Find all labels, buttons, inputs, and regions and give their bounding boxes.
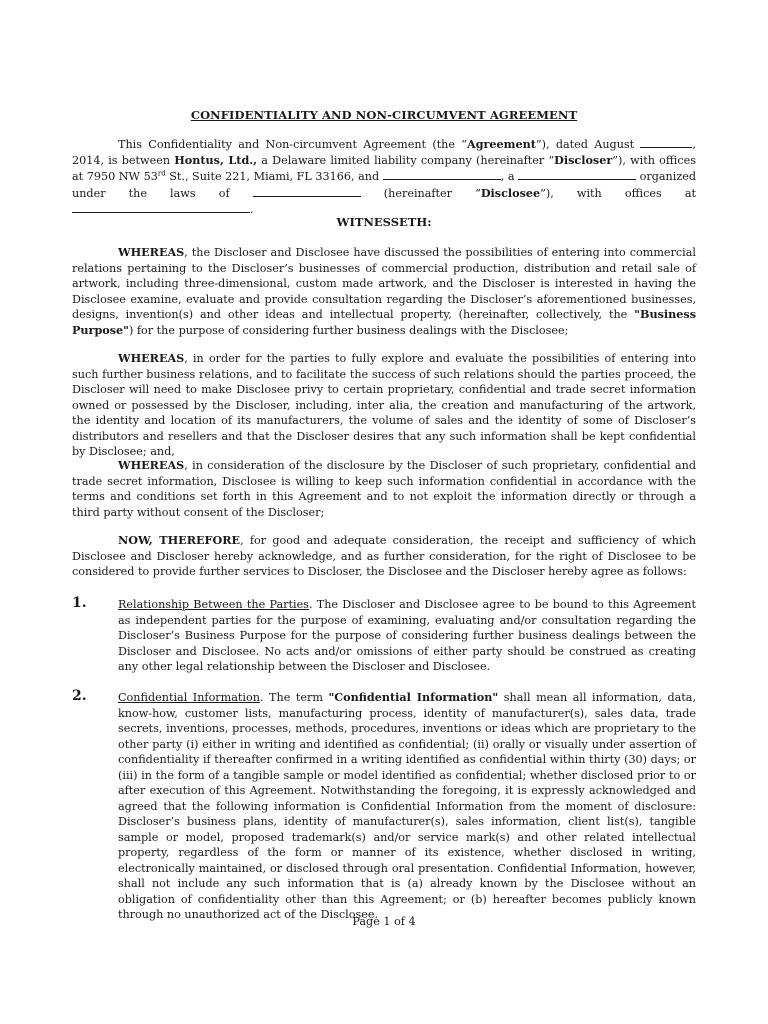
whereas-paragraph-1 (72, 245, 696, 338)
party-name-blank (383, 168, 501, 180)
intro-text: ”), with offices at (540, 186, 697, 200)
now-therefore-text: , for good and adequate consideration, the receipt and sufficiency of which Disclosee and Discloser hereby acknowledge, and as further consideration, for the right of Disclosee to be considered to provide further services to Discloser, the Disclosee and the Discloser hereby agree as follows: (72, 534, 696, 578)
whereas-text: ) for the purpose of considering further business dealings with the Disclosee; (128, 323, 569, 337)
whereas-text: , in order for the parties to fully explore and evaluate the possibilities of entering into such further business relations, and to facilitate the success of such relations should the parties proceed, the Discloser will need to make Disclosee privy to certain proprietary, confidential and trade secret information owned or possessed by the Discloser, including, inter alia, the creation and manufacturing of the artwork, the identity and location of its manufacturers, the volume of sales and the identity of some of Discloser’s distributors and resellers and that the Discloser desires that any such information shall be kept confidential by Disclosee; and, (72, 352, 696, 458)
address-blank (72, 201, 250, 213)
section-1-heading: Relationship Between the Parties (118, 598, 309, 611)
intro-text: (hereinafter “ (360, 186, 481, 200)
intro-text: This Confidentiality and Non-circumvent Agreement (the “ (118, 138, 468, 151)
jurisdiction-blank (253, 185, 361, 197)
intro-text: . (250, 203, 254, 216)
whereas-paragraph-3 (72, 458, 696, 520)
disclosee-term: Disclosee (480, 185, 541, 200)
document-title: CONFIDENTIALITY AND NON-CIRCUMVENT AGREEMENT (190, 108, 578, 122)
whereas-lead: WHEREAS (118, 245, 185, 259)
section-2-text: shall mean all information, data, know-how, customer lists, manufacturing process, identity of manufacturer(s), sales data, trade secrets, inventions, processes, methods, procedures, inventions or ideas which are proprietary to the other party (i) either in writing and identified as confidential; (ii) orally or visually under assertion of confidentiality if thereafter confirmed in a writing identified as confidential within thirty (30) days; or (iii) in the form of a tangible sample or model identified as confidential; whether disclosed prior to or after execution of this Agreement. Notwithstanding the foregoing, it is expressly acknowledged and agreed that the following information is Confidential Information from the moment of disclosure: Discloser’s business plans, identity of manufacturer(s), sales information, client list(s), tangible sample or model, proposed trademark(s) and/or service mark(s) and other related intellectual property, regardless of the form or manner of its existence, whether disclosed in writing, electronically maintained, or disclosed through oral presentation. Confidential Information, however, shall not include any such information that is (a) already known by the Disclosee without an obligation of confidentiality other than this Agreement; or (b) hereafter becomes publicly known through no unauthorized act of the Disclosee. (118, 691, 696, 921)
intro-text: ”), dated August (535, 138, 641, 151)
intro-text: , 2014, is between (72, 138, 696, 167)
section-1-number: 1. (72, 595, 87, 611)
whereas-lead: WHEREAS (118, 351, 185, 365)
confidential-information-term: "Confidential Information" (328, 690, 499, 704)
discloser-term: Discloser (554, 152, 613, 167)
entity-type-blank (518, 168, 636, 180)
whereas-lead: WHEREAS (118, 458, 185, 472)
intro-paragraph (72, 136, 696, 218)
business-purpose-term: "Business Purpose" (72, 307, 696, 337)
whereas-paragraph-2 (72, 351, 696, 460)
intro-text: organized under the laws of (72, 170, 696, 200)
whereas-text: , the Discloser and Disclosee have discussed the possibilities of entering into commercial relations pertaining to the Discloser’s businesses of commercial production, distribution and retail sale of artwork, including three-dimensional, custom made artwork, and the Discloser is interested in having the Disclosee examine, evaluate and provide consultation regarding the Discloser’s aforementioned businesses, designs, invention(s) and other ideas and intellectual property, (hereinafter, collectively, the (72, 246, 696, 321)
intro-text: , a (500, 170, 519, 183)
section-1-text: . The Discloser and Disclosee agree to be bound to this Agreement as independent parties for the purpose of examining, evaluating and/or consultation regarding the Discloser’s Business Purpose for the purpose of considering further business dealings between the Discloser and Disclosee. No acts and/or omissions of either party should be construed as creating any other legal relationship between the Discloser and Disclosee. (118, 598, 697, 673)
witnesseth-heading: WITNESSETH: (336, 215, 432, 229)
section-2-heading: Confidential Information (118, 691, 260, 704)
intro-text: a Delaware limited liability company (hereinafter “ (257, 153, 555, 167)
section-2-number: 2. (72, 688, 87, 704)
date-blank (640, 136, 692, 148)
section-2-text: . The term (259, 691, 329, 704)
whereas-text: , in consideration of the disclosure by the Discloser of such proprietary, confidential and trade secret information, Disclosee is willing to keep such information confidential in accordance with the terms and conditions set forth in this Agreement and to not exploit the information directly or through a third party without consent of the Discloser; (72, 459, 696, 519)
section-1-body (118, 597, 696, 675)
intro-text: St., Suite 221, Miami, FL 33166, and (165, 170, 383, 183)
now-therefore-paragraph (72, 533, 696, 580)
hontus-name: Hontus, Ltd., (174, 152, 258, 167)
page-number-footer: Page 1 of 4 (352, 915, 416, 928)
agreement-term: Agreement (467, 137, 536, 151)
intro-text: ”), with offices at 7950 NW 53 (72, 153, 697, 183)
section-2-body (118, 690, 696, 923)
now-therefore-lead: NOW, THEREFORE (118, 533, 241, 547)
ordinal-suffix: rd (157, 169, 166, 178)
